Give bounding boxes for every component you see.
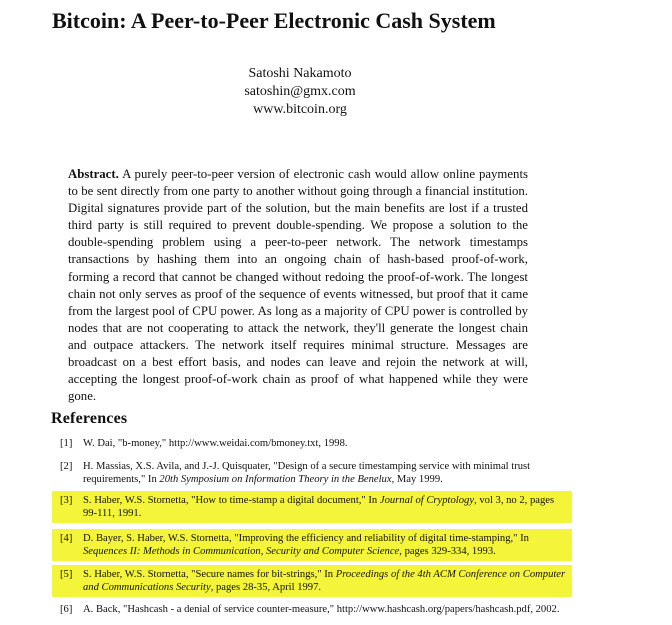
abstract-text: A purely peer-to-peer version of electronic cash would allow online payments to be sent directly from one party to another without going through a financial institution. Digital signatures provide part of the solution, but the main benefits are lost if a trusted third party is still required to prevent double-spending. We propose a solution to the double-spending problem using a peer-to-peer network. The network timestamps transactions by hashing them into an ongoing chain of hash-based proof-of-work, forming a record that cannot be changed without redoing the proof-of-work. The longest chain not only serves as proof of the sequence of events witnessed, but proof that it came from the largest pool of CPU power. As long as a majority of CPU power is controlled by nodes that are not cooperating to attack the network, they'll generate the longest chain and outpace attackers. The network itself requires minimal structure. Messages are broadcast on a best effort basis, and nodes can leave and rejoin the network at will, accepting the longest proof-of-work chain as proof of what happened while they were gone. xyxy=(68,167,528,404)
abstract-label: Abstract. xyxy=(68,167,119,181)
author-website: www.bitcoin.org xyxy=(253,102,347,117)
reference-number: [4] xyxy=(60,533,73,544)
reference-text: S. Haber, W.S. Stornetta, "Secure names for bit-strings," In Proceedings of the 4th ACM Conference on Computer and Communications Security, pages 28-35, April 1997. xyxy=(83,569,566,593)
reference-number: [2] xyxy=(60,461,73,472)
reference-item-highlighted xyxy=(52,494,572,520)
reference-item-highlighted xyxy=(52,568,572,594)
reference-text: A. Back, "Hashcash - a denial of service counter-measure," http://www.hashcash.org/papers/hashcash.pdf, 2002. xyxy=(83,604,560,615)
reference-text: S. Haber, W.S. Stornetta, "How to time-stamp a digital document," In Journal of Cryptology, vol 3, no 2, pages 99-111, 1991. xyxy=(83,495,555,519)
reference-number: [5] xyxy=(60,569,73,580)
reference-text: D. Bayer, S. Haber, W.S. Stornetta, "Improving the efficiency and reliability of digital time-stamping," In Sequences II: Methods in Communication, Security and Computer Science, pages 329-334, 1993. xyxy=(83,533,529,557)
reference-number: [6] xyxy=(60,604,73,615)
reference-text: H. Massias, X.S. Avila, and J.-J. Quisquater, "Design of a secure timestamping service with minimal trust requirements," In 20th Symposium on Information Theory in the Benelux, May 1999. xyxy=(83,461,531,485)
reference-number: [1] xyxy=(60,438,73,449)
paper-title: Bitcoin: A Peer-to-Peer Electronic Cash System xyxy=(52,8,496,33)
reference-number: [3] xyxy=(60,495,73,506)
references-heading: References xyxy=(51,410,128,427)
author-name: Satoshi Nakamoto xyxy=(248,66,352,81)
reference-text: W. Dai, "b-money," http://www.weidai.com/bmoney.txt, 1998. xyxy=(83,438,348,449)
reference-item-highlighted xyxy=(52,532,572,558)
abstract xyxy=(68,166,528,405)
author-email: satoshin@gmx.com xyxy=(244,84,356,99)
